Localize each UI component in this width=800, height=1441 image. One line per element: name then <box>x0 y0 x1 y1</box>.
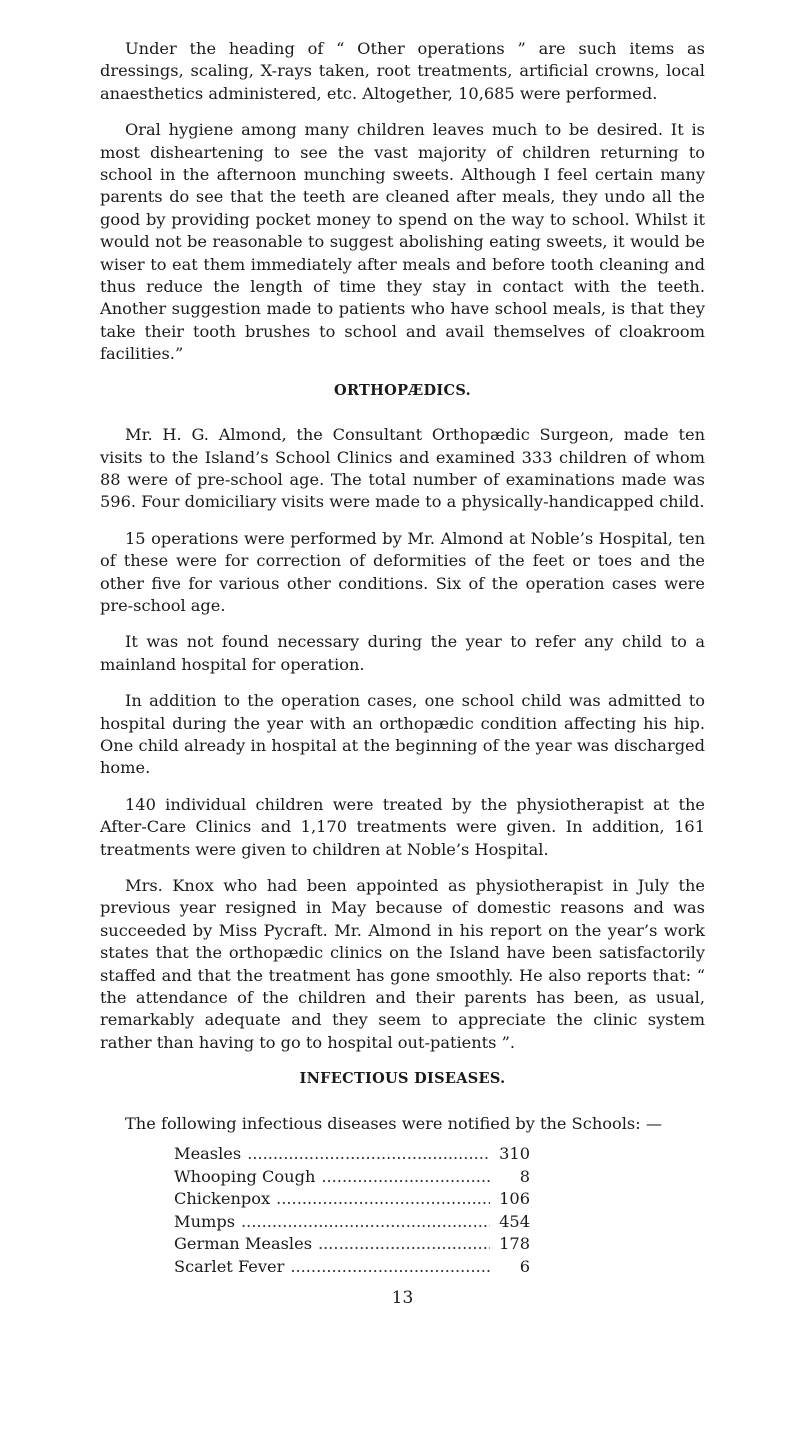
paragraph-staffing-report: Mrs. Knox who had been appointed as physiotherapist in July the previous year resigned in May because of domestic reasons and was succeeded by Miss Pycraft. Mr. Almond in his report on the year’s work states that the orthopædic clinics on the Island have been satisfactorily staffed and that the treatment has gone smoothly. He also reports that: “ the attendance of the children and their parents has been, as usual, remarkably adequate and they seem to appreciate the clinic system rather than having to go to hospital out-patients ”. <box>100 876 705 1052</box>
section-heading-infectious-diseases: INFECTIOUS DISEASES. <box>299 1070 506 1088</box>
disease-count: 8 <box>519 1166 530 1186</box>
paragraph-operations: 15 operations were performed by Mr. Almond at Noble’s Hospital, ten of these were for correction of deformities of the feet or toes and the other five for various other conditions. Six of the operation cases were pre-school age. <box>100 528 705 615</box>
list-item <box>174 1166 530 1189</box>
disease-name: Whooping Cough <box>174 1166 316 1186</box>
paragraph-mainland-referral: It was not found necessary during the year to refer any child to a mainland hospital for operation. <box>100 632 705 674</box>
page-number: 13 <box>391 1287 414 1308</box>
list-item <box>174 1188 530 1211</box>
disease-name: Scarlet Fever <box>174 1257 285 1277</box>
disease-name: Chickenpox <box>174 1189 271 1209</box>
document-page <box>100 38 705 1309</box>
paragraph-other-operations: Under the heading of “ Other operations ” are such items as dressings, scaling, X-rays taken, root treatments, artificial crowns, local anaesthetics administered, etc. Altogether, 10,685 were performed. <box>100 39 705 103</box>
list-item <box>174 1143 530 1166</box>
list-item <box>174 1233 530 1256</box>
list-item <box>174 1256 530 1279</box>
paragraph-hospital-admission: In addition to the operation cases, one school child was admitted to hospital during the year with an orthopædic condition affecting his hip. One child already in hospital at the beginning of the year was discharged home. <box>100 691 705 778</box>
leader-dots <box>247 1143 490 1166</box>
leader-dots <box>241 1211 490 1234</box>
infectious-disease-list <box>174 1143 530 1279</box>
section-heading-orthopaedics: ORTHOPÆDICS. <box>334 381 471 399</box>
paragraph-infectious-intro: The following infectious diseases were notified by the Schools: — <box>125 1113 663 1133</box>
disease-count: 6 <box>519 1257 530 1277</box>
paragraph-orthopaedic-visits: Mr. H. G. Almond, the Consultant Orthopædic Surgeon, made ten visits to the Island’s School Clinics and examined 333 children of whom 88 were of pre-school age. The total number of examinations made was 596. Four domiciliary visits were made to a physically-handicapped child. <box>100 425 705 512</box>
list-item <box>174 1211 530 1234</box>
leader-dots <box>276 1188 490 1211</box>
leader-dots <box>290 1256 490 1279</box>
paragraph-oral-hygiene: Oral hygiene among many children leaves much to be desired. It is most disheartening to see the vast majority of children returning to school in the afternoon munching sweets. Although I feel certain many parents do see that the teeth are cleaned after meals, they undo all the good by providing pocket money to spend on the way to school. Whilst it would not be reasonable to suggest abolishing eating sweets, it would be wiser to eat them immediately after meals and before tooth cleaning and thus reduce the length of time they stay in contact with the teeth. Another suggestion made to patients who have school meals, is that they take their tooth brushes to school and avail themselves of cloakroom facilities.” <box>100 120 705 364</box>
disease-name: Measles <box>174 1144 242 1164</box>
disease-name: German Measles <box>174 1234 312 1254</box>
disease-count: 310 <box>499 1144 530 1164</box>
paragraph-physiotherapy: 140 individual children were treated by the physiotherapist at the After-Care Clinics and 1,170 treatments were given. In addition, 161 treatments were given to children at Noble’s Hospital. <box>100 794 705 859</box>
disease-count: 106 <box>499 1189 530 1209</box>
disease-name: Mumps <box>174 1211 236 1231</box>
disease-count: 454 <box>499 1211 530 1231</box>
leader-dots <box>321 1166 490 1189</box>
disease-count: 178 <box>499 1234 530 1254</box>
leader-dots <box>318 1233 490 1256</box>
